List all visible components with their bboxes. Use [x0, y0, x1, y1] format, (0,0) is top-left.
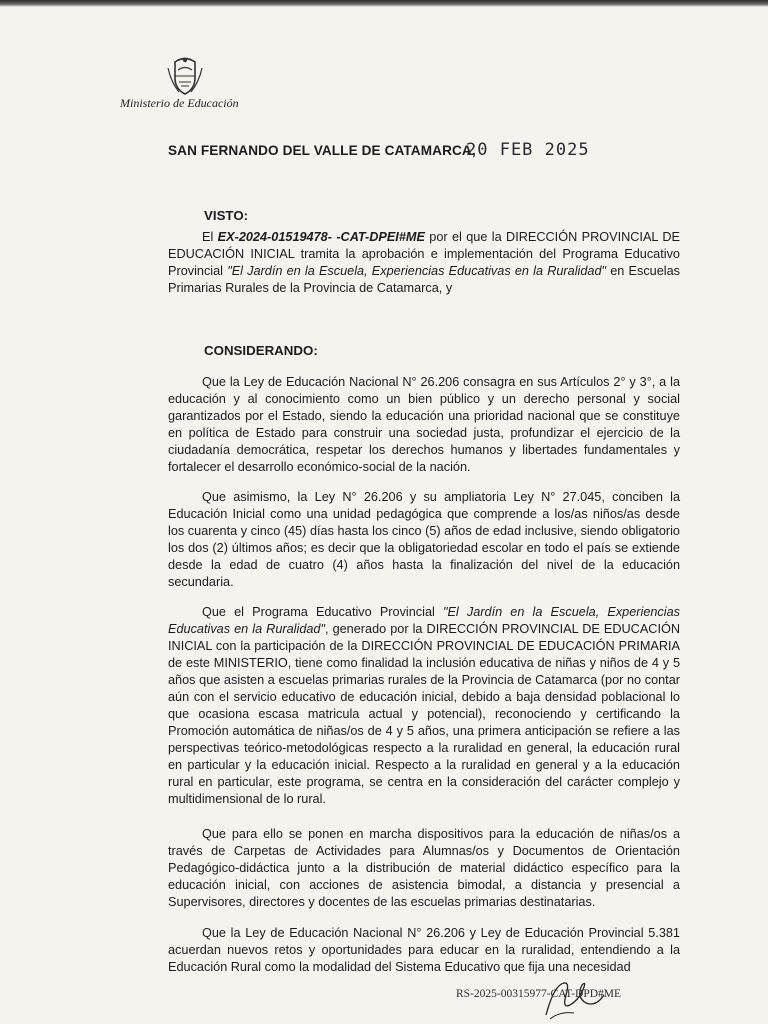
paragraph-4-text: Que para ello se ponen en marcha dispositivos para la educación de niñas/os a través de Carpetas de Actividades para Alumnas/os y Documentos de Orientación Pedagógico-didáctica junto a la distribución de material didáctico específico para la educación inicial, con acciones de asistencia bimodal, a distancia y presencial a Supervisores, directores y docentes de las escuelas primarias destinatarias.	[168, 827, 680, 909]
document-reference: RS-2025-00315977-CAT-DPD#ME	[456, 988, 622, 1000]
paragraph-5-text: Que la Ley de Educación Nacional N° 26.206 y Ley de Educación Provincial 5.381 acuerdan nuevos retos y oportunidades para educar en la ruralidad, entendiendo a la Educación Rural como la modalidad del Sistema Educativo que fija una necesidad	[168, 926, 680, 974]
considerando-paragraph-5	[168, 925, 680, 976]
considerando-paragraph-3	[168, 604, 680, 808]
program-name: "El Jardín en la Escuela, Experiencias Educativas en la Ruralidad"	[227, 264, 607, 278]
ministry-name: Ministerio de Educación	[120, 96, 239, 110]
expediente-number: EX-2024-01519478- -CAT-DPEI#ME	[217, 230, 425, 244]
considerando-paragraph-1	[168, 374, 680, 476]
scan-top-edge	[0, 0, 768, 7]
considerando-paragraph-2	[168, 489, 680, 591]
visto-text-c: en Escuelas Primarias Rurales de la Provincia de Catamarca, y	[168, 264, 680, 295]
handwritten-signature-icon	[540, 975, 610, 1020]
visto-heading: VISTO:	[204, 208, 249, 223]
visto-paragraph	[168, 229, 680, 297]
paragraph-3-text-a: Que el Programa Educativo Provincial	[202, 605, 443, 619]
visto-text-b: por el que la DIRECCIÓN PROVINCIAL DE EDUCACIÓN INICIAL tramita la aprobación e implementación del Programa Educativo Provincial	[168, 230, 680, 278]
paragraph-3-program-name: "El Jardín en la Escuela, Experiencias Educativas en la Ruralidad"	[168, 605, 680, 636]
paragraph-2-text: Que asimismo, la Ley N° 26.206 y su ampliatoria Ley N° 27.045, conciben la Educación Inicial como una unidad pedagógica que comprende a los/as niños/as desde los cuarenta y cinco (45) días hasta los cinco (5) años de edad inclusive, siendo obligatorio los dos (2) últimos años; es decir que la obligatoriedad escolar en todo el país se extiende desde la edad de cuatro (4) años hasta la finalización del nivel de la educación secundaria.	[168, 490, 680, 589]
date-stamp: 20 FEB 2025	[466, 140, 590, 160]
paragraph-1-text: Que la Ley de Educación Nacional N° 26.206 consagra en sus Artículos 2° y 3°, a la educación y al conocimiento como un bien público y un derecho personal y social garantizados por el Estado, siendo la educación una prioridad nacional que se constituye en política de Estado para construir una sociedad justa, profundizar el ejercicio de la ciudadanía democrática, respetar los derechos humanos y libertades fundamentales y fortalecer el desarrollo económico-social de la nación.	[168, 375, 680, 474]
provincial-seal-icon	[166, 56, 204, 96]
paragraph-3-text-b: , generado por la DIRECCIÓN PROVINCIAL DE EDUCACIÓN INICIAL con la participación de la DIRECCIÓN PROVINCIAL DE EDUCACIÓN PRIMARIA de este MINISTERIO, tiene como finalidad la inclusión educativa de niñas y niños de 4 y 5 años que asisten a escuelas primarias rurales de la Provincia de Catamarca (por no contar aún con el servicio educativo de educación inicial, debido a baja densidad poblacional lo que ocasiona escasa matricula actual y potencial), reconociendo y certificando la Promoción automática de niñas/os de 4 y 5 años, una primera anticipación se refiere a las perspectivas teórico-metodológicas respecto a la ruralidad en general, la educación rural en particular y la educación inicial. Respecto a la ruralidad en general y a la educación rural en particular, este programa, se centra en la consideración del carácter complejo y multidimensional de lo rural.	[168, 622, 681, 806]
document-place: SAN FERNANDO DEL VALLE DE CATAMARCA,	[168, 143, 476, 158]
considerando-heading: CONSIDERANDO:	[204, 343, 318, 358]
considerando-paragraph-4	[168, 826, 680, 911]
visto-text-a: El	[202, 230, 218, 244]
